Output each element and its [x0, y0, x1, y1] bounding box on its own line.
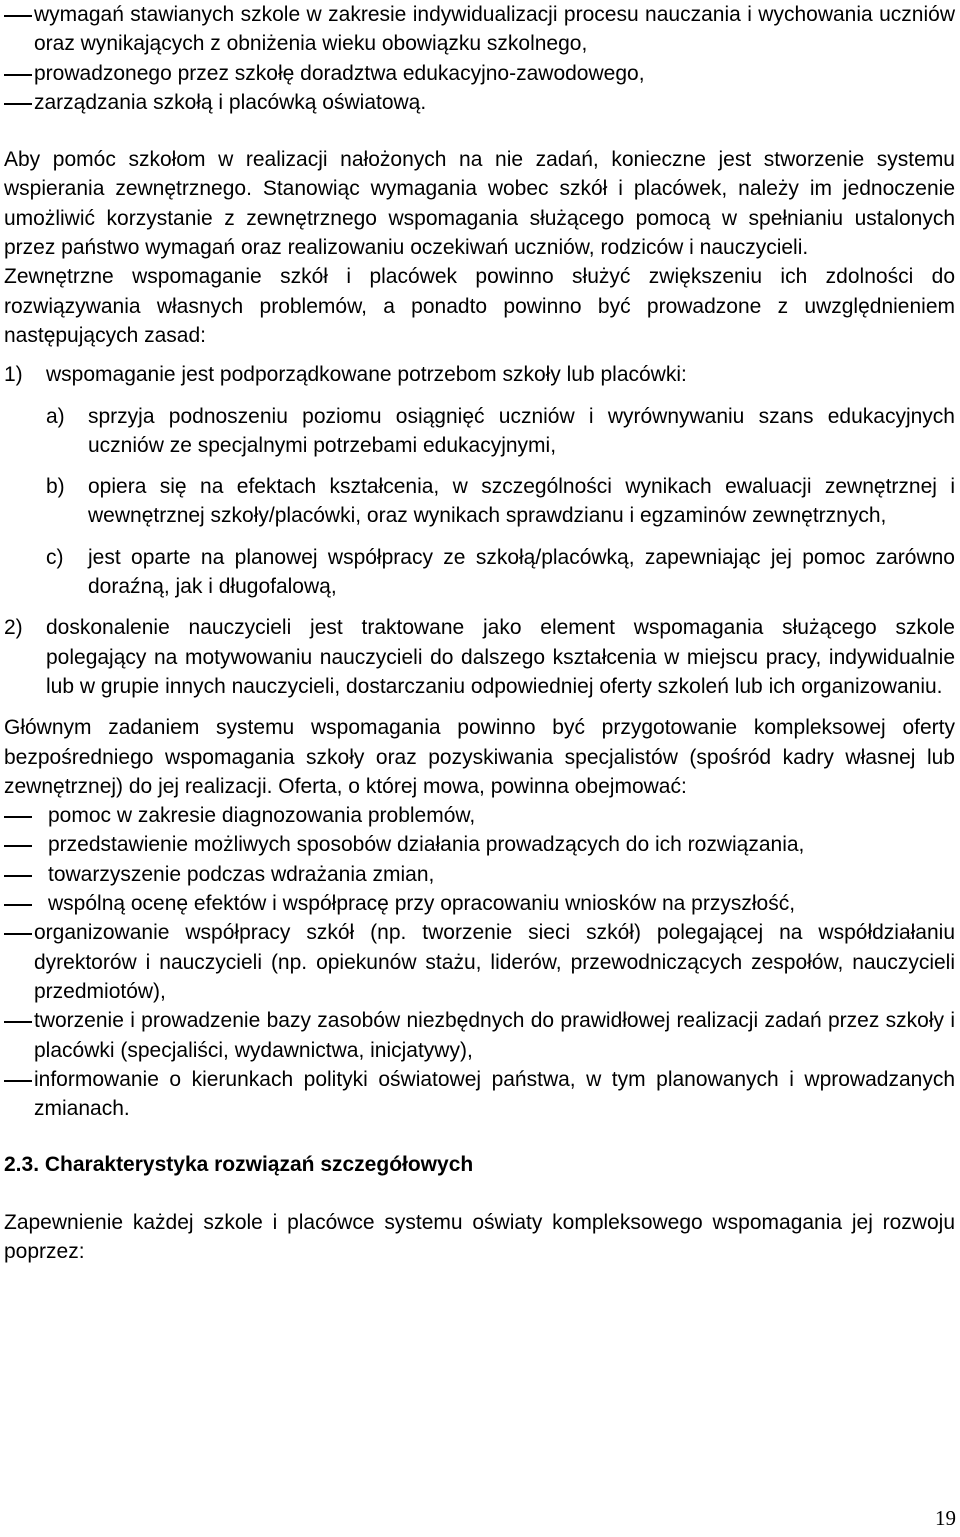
- top-dash-list: [4, 0, 955, 117]
- dash-bullet-icon: [4, 860, 34, 889]
- list-item: organizowanie współpracy szkół (np. tworzenie sieci szkół) polegającej na współdziałaniu dyrektorów i nauczycieli (np. opiekunów stażu, liderów, przewodniczących zespołów, nauczycieli przedmiotów),: [4, 918, 955, 1006]
- list-item: tworzenie i prowadzenie bazy zasobów niezbędnych do prawidłowej realizacji zadań przez szkoły i placówki (specjaliści, wydawnictwa, inicjatywy),: [4, 1006, 955, 1065]
- dash-bullet-icon: [4, 801, 34, 830]
- list-marker: 1): [4, 363, 23, 387]
- paragraph-comprehensive-support: Zapewnienie każdej szkole i placówce systemu oświaty kompleksowego wspomagania jej rozwoju poprzez:: [4, 1210, 955, 1263]
- offer-dash-list: [4, 801, 955, 1123]
- list-marker: a): [46, 404, 65, 428]
- list-item: wspólną ocenę efektów i współpracę przy opracowaniu wniosków na przyszłość,: [4, 889, 955, 918]
- dash-bullet-icon: [4, 918, 34, 947]
- dash-bullet-icon: [4, 59, 34, 88]
- page-content: [4, 0, 955, 1266]
- principle-item: 1) wspomaganie jest podporządkowane potrzebom szkoły lub placówki:: [4, 360, 955, 389]
- section-heading: 2.3. Charakterystyka rozwiązań szczegółowych: [4, 1153, 474, 1177]
- list-item: prowadzonego przez szkołę doradztwa edukacyjno-zawodowego,: [4, 59, 955, 88]
- dash-bullet-icon: [4, 830, 34, 859]
- sub-principle-item: c) jest oparte na planowej współpracy ze szkołą/placówką, zapewniając jej pomoc zarówno doraźną, jak i długofalową,: [46, 543, 955, 602]
- sub-principle-item: a) sprzyja podnoszeniu poziomu osiągnięć uczniów i wyrównywaniu szans edukacyjnych uczniów ze specjalnymi potrzebami edukacyjnymi,: [46, 402, 955, 461]
- paragraph-external-support: Zewnętrzne wspomaganie szkół i placówek powinno służyć zwiększeniu ich zdolności do rozwiązywania własnych problemów, a ponadto powinno być prowadzone z uwzględnieniem następujących zasad:: [4, 265, 955, 347]
- page-number: 19: [935, 1505, 956, 1530]
- dash-bullet-icon: [4, 889, 34, 918]
- paragraph-main-task: Głównym zadaniem systemu wspomagania powinno być przygotowanie kompleksowej oferty bezpośredniego wspomagania szkoły oraz pozyskiwania specjalistów (spośród kadry własnej lub zewnętrznej) do jej realizacji. Oferta, o której mowa, powinna obejmować:: [4, 716, 955, 798]
- principle-item: 2) doskonalenie nauczycieli jest traktowane jako element wspomagania służącego szkole polegający na motywowaniu nauczycieli do dalszego kształcenia w miejscu pracy, indywidualnie lub w grupie innych nauczycieli, dostarczaniu odpowiedniej oferty szkoleń lub ich organizowaniu.: [4, 613, 955, 701]
- list-marker: b): [46, 475, 65, 499]
- sub-principle-item: b) opiera się na efektach kształcenia, w szczególności wynikach ewaluacji zewnętrznej i wewnętrznej szkoły/placówki, oraz wynikach sprawdzianu i egzaminów zewnętrznych,: [46, 472, 955, 531]
- list-marker: c): [46, 545, 64, 569]
- paragraph-support-system: Aby pomóc szkołom w realizacji nałożonych na nie zadań, konieczne jest stworzenie systemu wspierania zewnętrznego. Stanowiąc wymagania wobec szkół i placówek, należy im jednoczenie umożliwić korzystanie z zewnętrznego wspomagania służącego pomocą w spełnianiu ustalonych przez państwo wymagań oraz realizowaniu oczekiwań uczniów, rodziców i nauczycieli.: [4, 148, 955, 260]
- list-item: wymagań stawianych szkole w zakresie indywidualizacji procesu nauczania i wychowania uczniów oraz wynikających z obniżenia wieku obowiązku szkolnego,: [4, 0, 955, 59]
- dash-bullet-icon: [4, 1006, 34, 1035]
- list-item: informowanie o kierunkach polityki oświatowej państwa, w tym planowanych i wprowadzanych zmianach.: [4, 1065, 955, 1124]
- list-marker: 2): [4, 616, 23, 640]
- list-item: przedstawienie możliwych sposobów działania prowadzących do ich rozwiązania,: [4, 830, 955, 859]
- dash-bullet-icon: [4, 88, 34, 117]
- principles-list: [4, 360, 955, 701]
- list-item: towarzyszenie podczas wdrażania zmian,: [4, 860, 955, 889]
- list-item: pomoc w zakresie diagnozowania problemów,: [4, 801, 955, 830]
- list-item: zarządzania szkołą i placówką oświatową.: [4, 88, 955, 117]
- dash-bullet-icon: [4, 1065, 34, 1094]
- dash-bullet-icon: [4, 0, 34, 29]
